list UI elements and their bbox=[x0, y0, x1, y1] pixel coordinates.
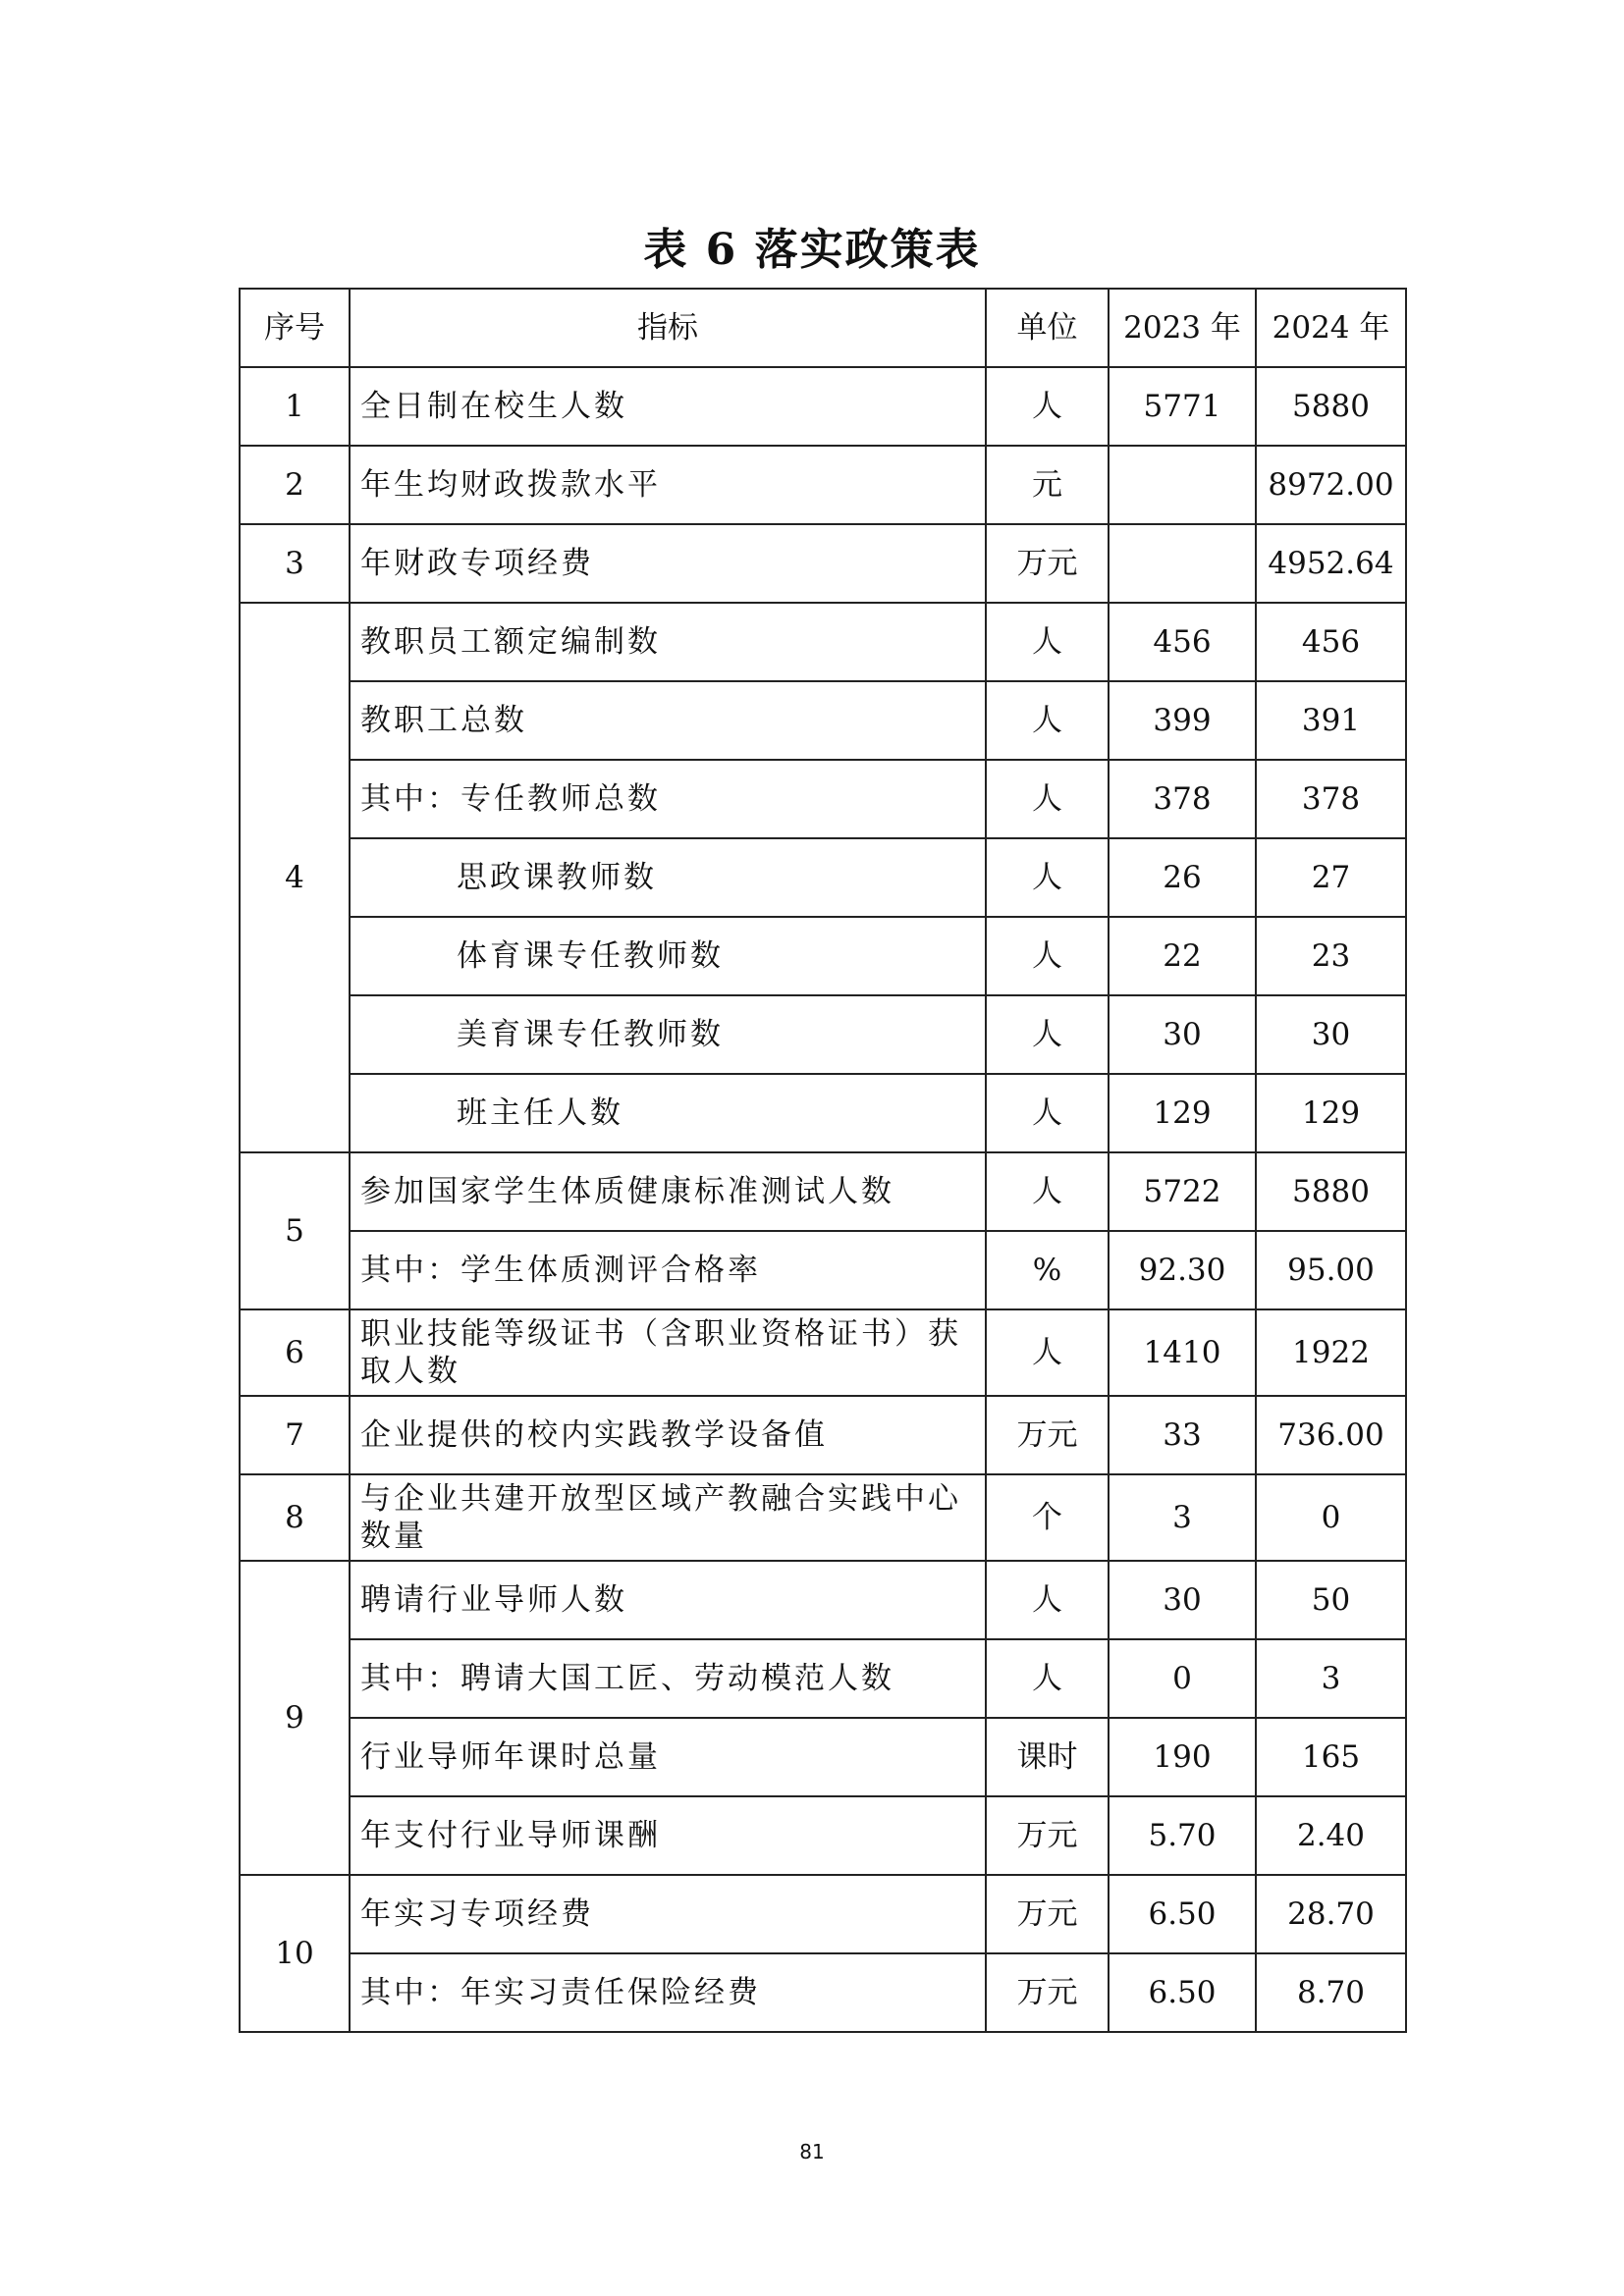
table-row bbox=[240, 603, 1406, 681]
cell-seq: 4 bbox=[240, 603, 350, 1152]
cell-2024: 95.00 bbox=[1256, 1231, 1406, 1309]
cell-seq: 2 bbox=[240, 446, 350, 524]
cell-2023: 399 bbox=[1109, 681, 1256, 760]
table-row bbox=[240, 1152, 1406, 1231]
table-row bbox=[240, 760, 1406, 838]
cell-indicator: 体育课专任教师数 bbox=[350, 917, 986, 995]
cell-indicator: 其中：专任教师总数 bbox=[350, 760, 986, 838]
cell-indicator: 聘请行业导师人数 bbox=[350, 1561, 986, 1639]
cell-2024: 8972.00 bbox=[1256, 446, 1406, 524]
cell-2023: 30 bbox=[1109, 995, 1256, 1074]
cell-2023: 0 bbox=[1109, 1639, 1256, 1718]
cell-unit: 人 bbox=[986, 1309, 1109, 1396]
cell-unit: 万元 bbox=[986, 1396, 1109, 1474]
cell-unit: 个 bbox=[986, 1474, 1109, 1561]
cell-unit: 人 bbox=[986, 838, 1109, 917]
table-row bbox=[240, 838, 1406, 917]
cell-unit: 人 bbox=[986, 681, 1109, 760]
cell-2024: 50 bbox=[1256, 1561, 1406, 1639]
cell-unit: 万元 bbox=[986, 1796, 1109, 1875]
cell-seq: 5 bbox=[240, 1152, 350, 1309]
cell-unit: 人 bbox=[986, 1074, 1109, 1152]
cell-unit: 万元 bbox=[986, 524, 1109, 603]
table-row bbox=[240, 1231, 1406, 1309]
cell-seq: 9 bbox=[240, 1561, 350, 1875]
cell-2023: 1410 bbox=[1109, 1309, 1256, 1396]
cell-2024: 391 bbox=[1256, 681, 1406, 760]
cell-2023: 92.30 bbox=[1109, 1231, 1256, 1309]
cell-2023: 129 bbox=[1109, 1074, 1256, 1152]
cell-2023 bbox=[1109, 524, 1256, 603]
cell-indicator: 其中：聘请大国工匠、劳动模范人数 bbox=[350, 1639, 986, 1718]
cell-2024: 3 bbox=[1256, 1639, 1406, 1718]
cell-seq: 1 bbox=[240, 367, 350, 446]
policy-table bbox=[239, 288, 1407, 2033]
cell-2023: 3 bbox=[1109, 1474, 1256, 1561]
cell-2024: 456 bbox=[1256, 603, 1406, 681]
cell-seq: 7 bbox=[240, 1396, 350, 1474]
cell-indicator: 年生均财政拨款水平 bbox=[350, 446, 986, 524]
table-header-row bbox=[240, 289, 1406, 367]
cell-unit: 万元 bbox=[986, 1953, 1109, 2032]
cell-indicator: 年支付行业导师课酬 bbox=[350, 1796, 986, 1875]
table-row bbox=[240, 367, 1406, 446]
cell-unit: 人 bbox=[986, 1561, 1109, 1639]
cell-unit: 人 bbox=[986, 760, 1109, 838]
cell-unit: 元 bbox=[986, 446, 1109, 524]
cell-2024: 5880 bbox=[1256, 1152, 1406, 1231]
cell-2023: 6.50 bbox=[1109, 1953, 1256, 2032]
cell-indicator: 其中：年实习责任保险经费 bbox=[350, 1953, 986, 2032]
cell-2023: 5771 bbox=[1109, 367, 1256, 446]
cell-unit: 人 bbox=[986, 1152, 1109, 1231]
cell-indicator: 年财政专项经费 bbox=[350, 524, 986, 603]
cell-unit: 人 bbox=[986, 1639, 1109, 1718]
cell-2023: 6.50 bbox=[1109, 1875, 1256, 1953]
table-row bbox=[240, 1718, 1406, 1796]
cell-indicator: 思政课教师数 bbox=[350, 838, 986, 917]
cell-2023: 378 bbox=[1109, 760, 1256, 838]
header-2024: 2024 年 bbox=[1256, 289, 1406, 367]
header-2023: 2023 年 bbox=[1109, 289, 1256, 367]
table-row bbox=[240, 1953, 1406, 2032]
cell-2024: 0 bbox=[1256, 1474, 1406, 1561]
table-row bbox=[240, 995, 1406, 1074]
cell-2024: 129 bbox=[1256, 1074, 1406, 1152]
table-row bbox=[240, 446, 1406, 524]
header-seq: 序号 bbox=[240, 289, 350, 367]
header-unit: 单位 bbox=[986, 289, 1109, 367]
cell-2024: 23 bbox=[1256, 917, 1406, 995]
cell-2024: 8.70 bbox=[1256, 1953, 1406, 2032]
cell-2023: 22 bbox=[1109, 917, 1256, 995]
table-row bbox=[240, 1639, 1406, 1718]
cell-2024: 1922 bbox=[1256, 1309, 1406, 1396]
cell-indicator: 全日制在校生人数 bbox=[350, 367, 986, 446]
cell-indicator: 教职员工额定编制数 bbox=[350, 603, 986, 681]
cell-seq: 10 bbox=[240, 1875, 350, 2032]
cell-2023: 33 bbox=[1109, 1396, 1256, 1474]
table-row bbox=[240, 681, 1406, 760]
cell-2023: 456 bbox=[1109, 603, 1256, 681]
cell-indicator: 参加国家学生体质健康标准测试人数 bbox=[350, 1152, 986, 1231]
cell-2024: 30 bbox=[1256, 995, 1406, 1074]
cell-2024: 4952.64 bbox=[1256, 524, 1406, 603]
cell-2023: 190 bbox=[1109, 1718, 1256, 1796]
cell-2024: 378 bbox=[1256, 760, 1406, 838]
header-indicator: 指标 bbox=[350, 289, 986, 367]
cell-unit: 人 bbox=[986, 995, 1109, 1074]
cell-unit: 人 bbox=[986, 917, 1109, 995]
cell-indicator: 与企业共建开放型区域产教融合实践中心数量 bbox=[350, 1474, 986, 1561]
cell-2023: 26 bbox=[1109, 838, 1256, 917]
cell-indicator: 教职工总数 bbox=[350, 681, 986, 760]
cell-indicator: 行业导师年课时总量 bbox=[350, 1718, 986, 1796]
cell-2023 bbox=[1109, 446, 1256, 524]
table-row bbox=[240, 1396, 1406, 1474]
cell-seq: 6 bbox=[240, 1309, 350, 1396]
cell-indicator: 职业技能等级证书（含职业资格证书）获取人数 bbox=[350, 1309, 986, 1396]
table-row bbox=[240, 524, 1406, 603]
cell-seq: 8 bbox=[240, 1474, 350, 1561]
cell-unit: 课时 bbox=[986, 1718, 1109, 1796]
cell-2024: 27 bbox=[1256, 838, 1406, 917]
table-row bbox=[240, 1074, 1406, 1152]
page-title: 表 6 落实政策表 bbox=[643, 225, 981, 275]
cell-indicator: 其中：学生体质测评合格率 bbox=[350, 1231, 986, 1309]
table-row bbox=[240, 1474, 1406, 1561]
cell-2024: 165 bbox=[1256, 1718, 1406, 1796]
cell-2024: 5880 bbox=[1256, 367, 1406, 446]
table-row bbox=[240, 917, 1406, 995]
cell-2023: 5722 bbox=[1109, 1152, 1256, 1231]
cell-indicator: 年实习专项经费 bbox=[350, 1875, 986, 1953]
cell-indicator: 班主任人数 bbox=[350, 1074, 986, 1152]
cell-unit: 人 bbox=[986, 367, 1109, 446]
cell-2024: 2.40 bbox=[1256, 1796, 1406, 1875]
cell-2024: 28.70 bbox=[1256, 1875, 1406, 1953]
cell-seq: 3 bbox=[240, 524, 350, 603]
cell-unit: 人 bbox=[986, 603, 1109, 681]
table-row bbox=[240, 1875, 1406, 1953]
cell-unit: 万元 bbox=[986, 1875, 1109, 1953]
page-number: 81 bbox=[799, 2140, 825, 2163]
cell-2023: 30 bbox=[1109, 1561, 1256, 1639]
cell-2023: 5.70 bbox=[1109, 1796, 1256, 1875]
cell-unit: % bbox=[986, 1231, 1109, 1309]
cell-2024: 736.00 bbox=[1256, 1396, 1406, 1474]
table-row bbox=[240, 1561, 1406, 1639]
cell-indicator: 企业提供的校内实践教学设备值 bbox=[350, 1396, 986, 1474]
table-row bbox=[240, 1309, 1406, 1396]
table-row bbox=[240, 1796, 1406, 1875]
cell-indicator: 美育课专任教师数 bbox=[350, 995, 986, 1074]
